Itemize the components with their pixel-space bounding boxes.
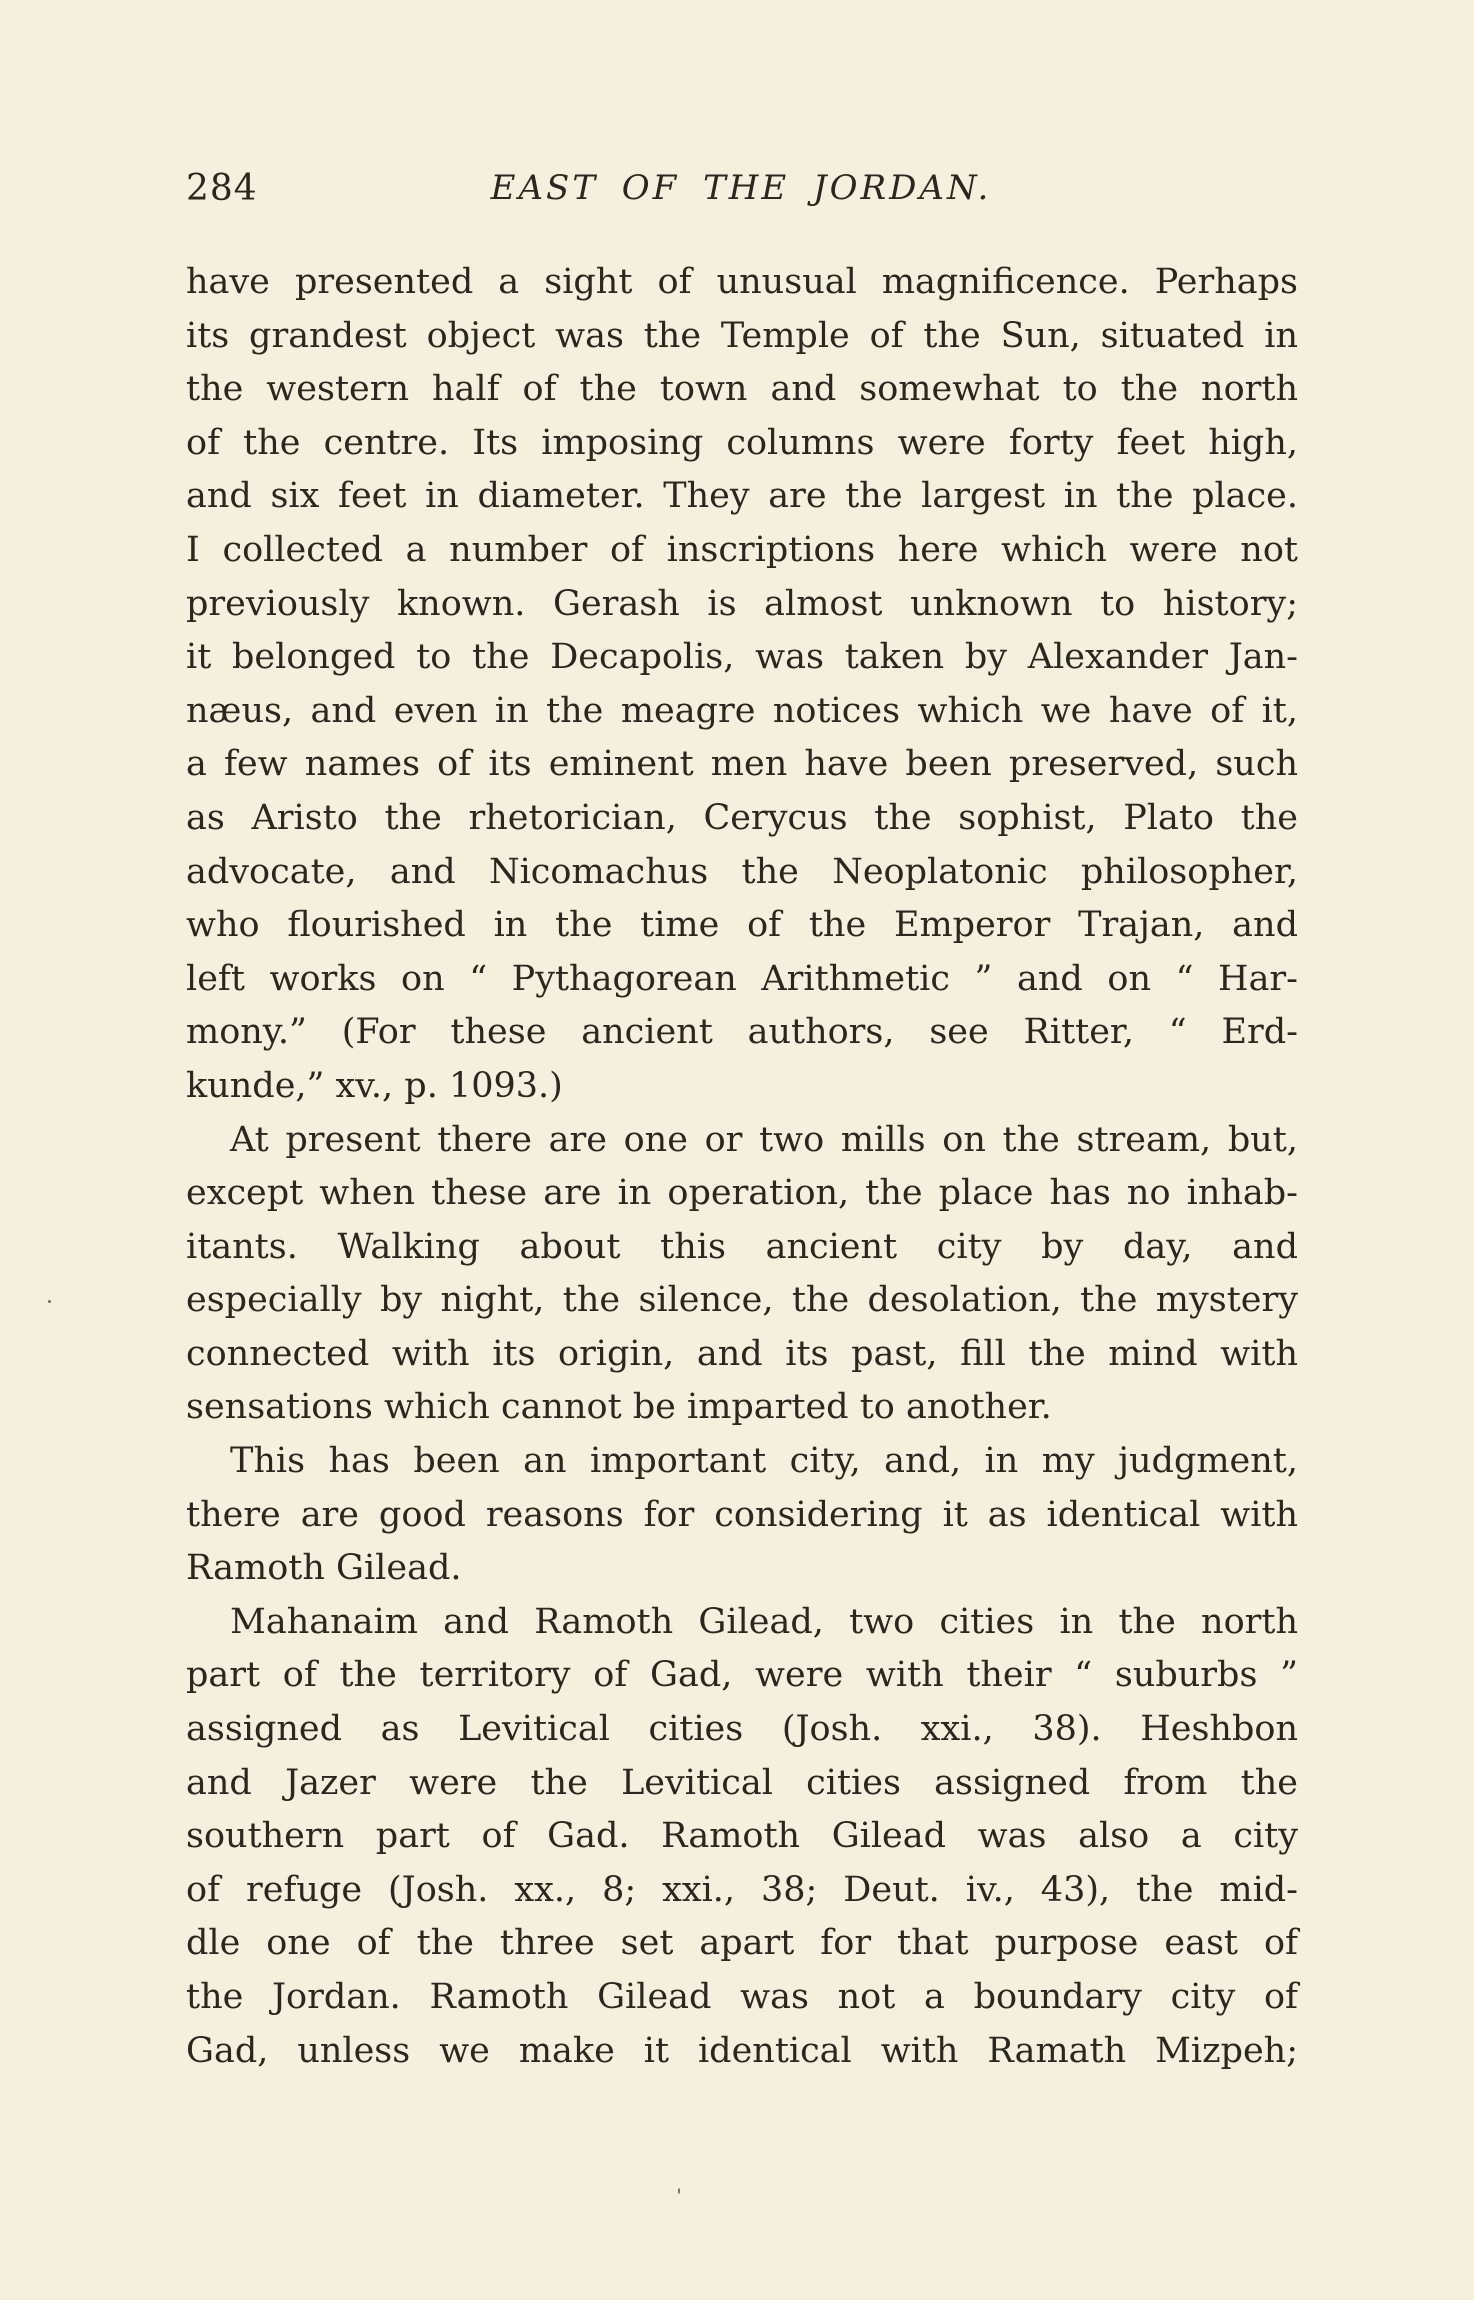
text-line: its grandest object was the Temple of the Sun, situated in xyxy=(186,315,1298,356)
text-line: At present there are one or two mills on the stream, but, xyxy=(230,1119,1298,1160)
text-line: dle one of the three set apart for that purpose east of xyxy=(186,1923,1298,1964)
text-line: of refuge (Josh. xx., 8; xxi., 38; Deut. iv., 43), the mid- xyxy=(186,1869,1298,1910)
text-line: there are good reasons for considering it as identical with xyxy=(186,1494,1298,1535)
text-line: I collected a number of inscriptions here which were not xyxy=(186,529,1298,570)
text-line: a few names of its eminent men have been preserved, such xyxy=(186,744,1298,785)
text-line: except when these are in operation, the place has no inhab- xyxy=(186,1173,1298,1214)
text-line: left works on “ Pythagorean Arithmetic ” and on “ Har- xyxy=(186,958,1298,999)
text-line: Ramoth Gilead. xyxy=(186,1548,462,1589)
text-line: the western half of the town and somewhat to the north xyxy=(186,369,1298,410)
page-body xyxy=(186,256,1298,2078)
text-line: kunde,” xv., p. 1093.) xyxy=(186,1065,563,1106)
text-line: mony.” (For these ancient authors, see Ritter, “ Erd- xyxy=(186,1012,1298,1053)
text-line: previously known. Gerash is almost unknown to history; xyxy=(186,583,1298,624)
text-line: have presented a sight of unusual magnificence. Perhaps xyxy=(186,262,1298,302)
text-line: the Jordan. Ramoth Gilead was not a boundary city of xyxy=(186,1977,1298,2017)
text-line: Mahanaim and Ramoth Gilead, two cities in the north xyxy=(230,1601,1298,1642)
text-line: as Aristo the rhetorician, Cerycus the sophist, Plato the xyxy=(186,797,1298,838)
text-line: and Jazer were the Levitical cities assigned from the xyxy=(186,1762,1298,1803)
text-line: sensations which cannot be imparted to another. xyxy=(186,1387,1052,1428)
text-line: Gad, unless we make it identical with Ramath Mizpeh; xyxy=(186,2030,1298,2071)
text-line: part of the territory of Gad, were with their “ suburbs ” xyxy=(186,1655,1298,1696)
paper-speck xyxy=(48,1300,51,1303)
text-line: connected with its origin, and its past, fill the mind with xyxy=(186,1333,1298,1374)
text-line: especially by night, the silence, the desolation, the mystery xyxy=(186,1280,1298,1321)
paper-speck xyxy=(678,2188,680,2194)
text-line: of the centre. Its imposing columns were forty feet high, xyxy=(186,422,1298,463)
page-number: 284 xyxy=(186,168,258,209)
text-line: næus, and even in the meagre notices which we have of it, xyxy=(186,690,1298,731)
text-line: itants. Walking about this ancient city by day, and xyxy=(186,1226,1298,1267)
page-header xyxy=(186,168,1296,228)
text-line: it belonged to the Decapolis, was taken by Alexander Jan- xyxy=(186,637,1298,678)
text-line: and six feet in diameter. They are the largest in the place. xyxy=(186,476,1298,517)
text-line: who flourished in the time of the Emperor Trajan, and xyxy=(186,905,1298,946)
text-line: assigned as Levitical cities (Josh. xxi., 38). Heshbon xyxy=(186,1709,1298,1750)
text-line: advocate, and Nicomachus the Neoplatonic philosopher, xyxy=(186,851,1298,892)
text-line: This has been an important city, and, in my judgment, xyxy=(230,1441,1298,1482)
text-line: southern part of Gad. Ramoth Gilead was also a city xyxy=(186,1816,1298,1857)
running-head: EAST OF THE JORDAN. xyxy=(490,168,992,208)
